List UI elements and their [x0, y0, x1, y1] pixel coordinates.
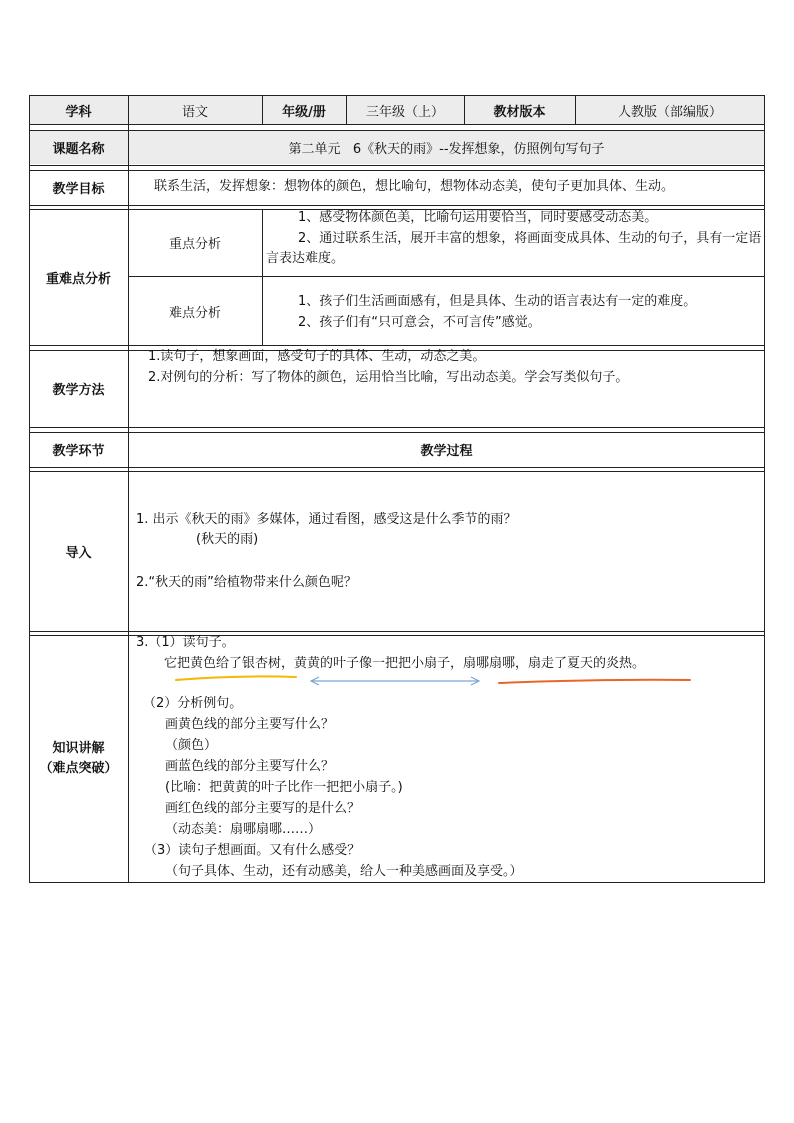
- knowledge-analyze: （2）分析例句。: [143, 696, 243, 711]
- key-analysis-label: 重点分析: [168, 237, 221, 252]
- process-label: 教学过程: [420, 444, 473, 459]
- grade-value: 三年级（上）: [365, 104, 444, 120]
- intro-question-1: 1. 出示《秋天的雨》多媒体，通过看图，感受这是什么季节的雨？: [136, 512, 517, 527]
- knowledge-label-line1: 知识讲解: [52, 741, 105, 756]
- answer-red: （动态美：扇哪扇哪……）: [165, 822, 322, 837]
- knowledge-read-sentence: 3.（1）读句子。: [136, 635, 235, 650]
- step-label: 教学环节: [52, 444, 105, 459]
- method-label: 教学方法: [52, 383, 105, 398]
- method-item-2: 2.对例句的分析：写了物体的颜色，运用恰当比喻，写出动态美。学会写类似句子。: [148, 370, 629, 385]
- knowledge-feel: （3）读句子想画面。又有什么感受？: [144, 843, 361, 858]
- answer-blue: (比喻：把黄黄的叶子比作一把把小扇子。): [165, 780, 403, 795]
- hard-analysis-label: 难点分析: [168, 305, 221, 321]
- answer-yellow: （颜色）: [165, 738, 218, 753]
- knowledge-feel-answer: （句子具体、生动，还有动感美，给人一种美感画面及享受。）: [165, 864, 523, 879]
- key-item-1: 1、感受物体颜色美，比喻句运用要恰当，同时要感受动态美。: [298, 210, 658, 225]
- goal-label: 教学目标: [52, 182, 105, 197]
- knowledge-label: [29, 635, 128, 883]
- analysis-label: 重难点分析: [45, 271, 111, 287]
- lesson-name-label: 课题名称: [52, 142, 105, 157]
- subject-label: 学科: [65, 104, 92, 120]
- question-yellow: 画黄色线的部分主要写什么？: [165, 717, 335, 732]
- intro-answer-1: (秋天的雨): [196, 532, 259, 547]
- intro-question-2: 2.“秋天的雨”给植物带来什么颜色呢？: [136, 575, 357, 590]
- key-item-2: 2、通过联系生活，展开丰富的想象，将画面变成具体、生动的句子，具有一定语言表达难度。: [266, 231, 762, 266]
- question-blue: 画蓝色线的部分主要写什么？: [165, 759, 335, 774]
- intro-label: 导入: [65, 545, 92, 561]
- example-sentence: 它把黄色给了银杏树，黄黄的叶子像一把把小扇子，扇哪扇哪，扇走了夏天的炎热。: [164, 656, 646, 671]
- edition-value: 人教版（部编版）: [617, 104, 722, 120]
- subject-value: 语文: [181, 104, 208, 120]
- edition-label: 教材版本: [493, 104, 546, 120]
- lesson-name-value: 第二单元 6《秋天的雨》--发挥想象，仿照例句写句子: [288, 142, 605, 157]
- hard-item-2: 2、孩子们有“只可意会，不可言传”感觉。: [298, 315, 541, 330]
- method-item-1: 1.读句子，想象画面，感受句子的具体、生动，动态之美。: [148, 349, 486, 364]
- knowledge-label-line2: （难点突破）: [39, 761, 118, 776]
- question-red: 画红色线的部分主要写的是什么？: [165, 801, 361, 816]
- hard-item-1: 1、孩子们生活画面感有，但是具体、生动的语言表达有一定的难度。: [298, 294, 697, 309]
- goal-text: 联系生活，发挥想象：想物体的颜色，想比喻句，想物体动态美，使句子更加具体、生动。: [154, 179, 675, 194]
- grade-label: 年级/册: [282, 104, 326, 120]
